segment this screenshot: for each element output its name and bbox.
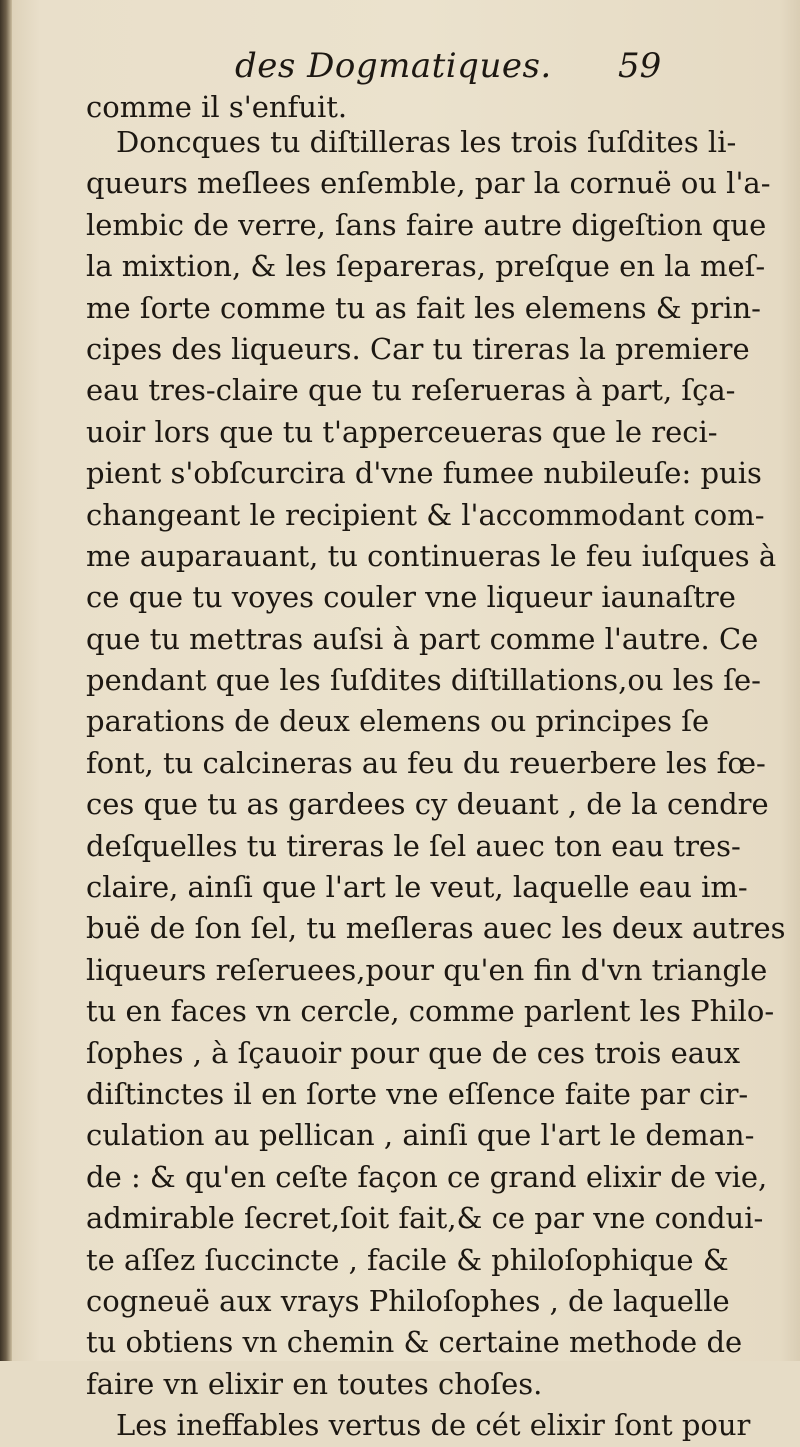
text-line: faire vn elixir en toutes choſes. (86, 1366, 543, 1401)
text-line: cipes des liqueurs. Car tu tireras la premiere (86, 331, 750, 366)
text-line: admirable ſecret,ſoit fait,& ce par vne condui- (86, 1201, 764, 1236)
text-line: ces que tu as gardees cy deuant , de la cendre (86, 787, 769, 822)
text-line: Doncques tu diſtilleras les trois ſuſdites li- (116, 125, 737, 159)
text-line: ce que tu voyes couler vne liqueur iaunaſtre (86, 580, 736, 615)
text-line: te aſſez ſuccincte , facile & philoſophique & (86, 1242, 729, 1277)
text-line: buë de ſon ſel, tu meſleras auec les deux autres (86, 911, 786, 946)
text-line: me auparauant, tu continueras le feu iuſques à (86, 538, 777, 573)
text-line: cogneuë aux vrays Philoſophes , de laquelle (86, 1283, 730, 1318)
text-line: Les ineffables vertus de cét elixir ſont pour (116, 1408, 751, 1443)
running-title: des Dogmatiques. (235, 46, 552, 86)
text-line: pient s'obſcurcira d'vne fumee nubileuſe: puis (86, 456, 762, 491)
text-line: eau tres-claire que tu reſerueras à part, ſça- (86, 373, 736, 408)
text-line: de : & qu'en ceſte façon ce grand elixir de vie, (86, 1159, 768, 1194)
text-line: tu obtiens vn chemin & certaine methode de (86, 1325, 743, 1360)
text-line: la mixtion, & les ſepareras, preſque en la meſ- (86, 249, 766, 284)
text-line: tu en faces vn cercle, comme parlent les Philo- (86, 994, 775, 1029)
text-line: lembic de verre, ſans faire autre digeſtion que (86, 207, 767, 242)
text-line: liqueurs reſeruees,pour qu'en fin d'vn triangle (86, 952, 768, 987)
text-line: deſquelles tu tireras le ſel auec ton eau tres- (86, 828, 741, 863)
page-number: 59 (618, 46, 662, 86)
text-line: parations de deux elemens ou principes ſe (86, 704, 710, 739)
text-line: queurs meſlees enſemble, par la cornuë ou l'a- (86, 166, 771, 201)
text-line: me ſorte comme tu as fait les elemens & prin- (86, 290, 761, 325)
text-line: ſophes , à ſçauoir pour que de ces trois eaux (86, 1035, 741, 1070)
book-gutter (0, 0, 12, 1361)
text-line: changeant le recipient & l'accommodant com- (86, 497, 765, 532)
text-line: uoir lors que tu t'apperceueras que le reci- (86, 414, 718, 449)
text-line: pendant que les ſuſdites diſtillations,ou les ſe- (86, 663, 761, 698)
body-text (86, 90, 786, 1447)
text-line: claire, ainſi que l'art le veut, laquelle eau im- (86, 870, 748, 905)
text-line: culation au pellican , ainſi que l'art le deman- (86, 1118, 755, 1153)
text-line: diſtinctes il en ſorte vne eſſence faite par cir- (86, 1076, 749, 1111)
text-line: comme il s'enfuit. (86, 90, 348, 124)
text-line: que tu mettras auſsi à part comme l'autre. Ce (86, 621, 759, 656)
text-line: font, tu calcineras au feu du reuerbere les fœ- (86, 745, 766, 780)
